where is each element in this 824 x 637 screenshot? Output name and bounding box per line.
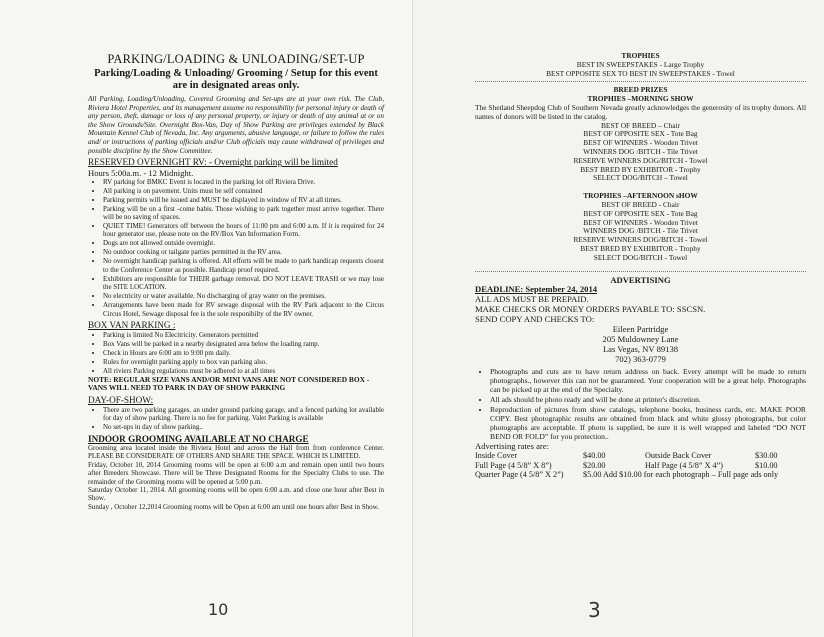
divider [475,271,806,272]
list-item: • Rules for overnight parking apply to box van parking also. [103,358,384,366]
list-item: • Check in Hours are 6:00 am to 9:00 pm daily. [103,349,384,357]
boxvan-list [88,331,384,375]
grooming-para: Sunday , October 12,2014 Grooming rooms will be Open at 6:00 am until one hours after Best in Show. [88,502,379,511]
boxvan-heading: BOX VAN PARKING : [88,320,176,331]
rv-hours: Hours 5:00a.m. - 12 Midnight. [88,167,194,178]
rate-row [475,451,806,461]
grooming-heading: INDOOR GROOMING AVAILABLE AT NO CHARGE [88,433,309,444]
breed-prizes-heading: BREED PRIZES [613,85,668,95]
list-item: • Parking will be on a first -come babis. Those wishing to park together must arrive together. There will be no saving of spaces. [103,205,384,222]
rate-price: $5.00 Add $10.00 for each photograph – Full page ads only [583,470,779,480]
list-item: • Reproduction of pictures from show catalogs, telephone books, business cards, etc. MAKE POOR COPY. Best photographic results are obtained from black and white glossy photographs, but color photographs are acceptable. If photo is supplied, be sure it is well wrapped and labeled “DO NOT BEND OR FOLD” for you protection.. [490,405,806,441]
parking-disclaimer: All Parking, Loading/Unloading, Covered Grooming and Set-ups are at your own risk. The Club, Riviera Hotel Properties, and its management assume no responsibility for personal injury or death of any person, theft, damage or loss of any personal property, or injury or death of any animal at or on the Show Grounds/Site. Overnight Box-Van, Day of Show Parking are privileges extended by Black Mountain Kennel Club of Nevada, Inc. Any arguments, abusive language, or failure to follow the rules and/ or instructions of parking officials and/or Club officials may cause withdrawal of privileges and possible discipline by the Show Committee. [88,95,384,155]
list-item: • There are two parking garages, an under ground parking garage, and a fenced parking lot available for day of show parking. There is no fee for parking. Valet Parking is available [103,406,384,423]
prize-line: BEST OF OPPOSITE SEX - Tote Bag [583,129,698,139]
divider [475,81,806,82]
list-item: • QUIET TIME! Generators off between the hours of 11:00 pm and 6:00 a.m. If it is required for 24 hour generator use, please note on the RV/Box Van Information Form. [103,222,384,239]
page-number-left: 10 [208,600,229,619]
list-item: • No outdoor cooking or tailgate parties permitted in the RV area. [103,248,384,256]
rate-label: Outside Back Cover [645,451,712,461]
rate-price: $40.00 [583,451,606,461]
rate-label: Quarter Page (4 5/8” X 2”) [475,470,564,480]
rate-label: Inside Cover [475,451,518,461]
list-item: • No electricity or water available. No discharging of gray water on the premises. [103,292,384,300]
address-line: Eileen Partridge [612,324,669,335]
prize-line: BEST OF BREED - Chair [601,199,680,209]
rate-price: $20.00 [583,460,606,470]
parking-title: PARKING/LOADING & UNLOADING/SET-UP [107,52,365,66]
prize-line: WINNERS DOG /BITCH - Tile Trivet [583,226,698,236]
advertising-heading: ADVERTISING [610,274,671,285]
rate-label: Full Page (4 5/8” X 8”) [475,460,552,470]
list-item: • Parking is limited No Elecitricity. Generators permitted [103,331,384,339]
prize-line: RESERVE WINNERS DOG/BITCH - Towel [573,155,708,165]
grooming-para: Saturday October 11, 2014. All grooming rooms will be open 6:00 a.m. and close one hour after Best in Show. [88,486,384,503]
list-item: • Photographs and cuts are to have return address on back. Every attempt will be made to return photographs., however this can not be guaranteed. Your cooperation will be a great help. Photographs can be picked up at the end of the Specialty. [490,367,806,394]
list-item: • All riviers Parking regulations must be adhered to at all times [103,367,384,375]
prize-line: BEST OF OPPOSITE SEX - Tote Bag [583,208,698,218]
list-item: • Dogs are not allowed outside overnight. [103,239,384,247]
list-item: • All ads should be photo ready and will be done at printer's discretion. [490,395,806,404]
list-item: • No set-ups in day of show parking.. [103,423,384,431]
rv-heading: RESERVED OVERNIGHT RV: - Overnight parking will be limited [88,157,338,168]
rate-price: $30.00 [755,451,778,461]
right-page [412,0,824,637]
day-of-show-list [88,406,384,432]
prize-line: BEST BRED BY EXHIBITOR - Trophy [580,243,701,253]
prize-line: BEST OF WINNERS - Wooden Trivet [583,217,698,227]
address-line: 205 Muldowney Lane [602,334,679,345]
list-item: • RV parking for BMKC Event is located in the parking lot off Riviera Drive. [103,178,384,186]
address-line: Las Vegas, NV 89138 [602,344,679,355]
adv-line: ALL ADS MUST BE PREPAID. [475,294,589,305]
list-item: • No overnight handicap parking is offered. All efforts will be made to park handicap requests closest to the Conference Center as possible. Handicap proof required. [103,257,384,274]
morning-intro: The Shetland Sheepdog Club of Southern Nevada greatly acknowledges the generosity of its trophy donors. All names of donors will be listed in the catalog. [475,102,806,121]
prize-line: WINNERS DOG /BITCH - Tile Trivet [583,146,698,156]
list-item: • Box Vans will be parked in a nearby designated area below the loading ramp. [103,340,384,348]
list-item: • Exhibitors are responsible for THEIR garbage removal. DO NOT LEAVE TRASH or we may lose the SITE LOCATION. [103,275,384,292]
rates-heading: Advertising rates are: [475,441,549,452]
prize-line: BEST BRED BY EXHIBITOR - Trophy [580,164,701,174]
rv-list [88,178,384,318]
adv-line: MAKE CHECKS OR MONEY ORDERS PAYABLE TO: SSCSN. [475,304,706,315]
trophies-heading: TROPHIES [621,51,660,60]
prize-line: RESERVE WINNERS DOG/BITCH - Towel [573,235,708,245]
rate-row [475,461,806,471]
adv-line: SEND COPY AND CHECKS TO: [475,314,595,325]
prize-line: SELECT DOG/BITCH - Towel [593,252,688,262]
prize-line: BEST OF WINNERS - Wooden Trivet [583,138,698,148]
rate-label: Half Page (4 5/8” X 4”) [645,460,723,470]
trophy-line: BEST IN SWEEPSTAKES - Large Trophy [576,59,705,69]
rate-price: $10.00 [755,460,778,470]
grooming-para: Friday, October 10, 2014 Grooming rooms will be open at 6:00 a.m and remain open until two hours after Breeders Showcase. There will be Three Designated Rooms for the Specialty Clubs to use. The remainder of the Grooming rooms will be opened at 5:00 p.m. [88,460,384,486]
list-item: • Arrangements have been made for RV sewage disposal with the RV Park adjacent to the Circus Circus Hotel, Sewage disposal fee is the sole responibilty of the RV owner. [103,301,384,318]
deadline: DEADLINE: September 24, 2014 [475,284,598,295]
address-line: 702) 363-0779 [615,354,666,365]
prize-line: BEST OF BREED – Chair [600,120,681,130]
afternoon-show-heading: TROPHIES –AFTERNOON sHOW [583,191,698,201]
list-item: • All parking is on pavement. Units must be self contained [103,187,384,195]
prize-line: SELECT DOG/BITCH – Towel [593,173,688,183]
day-of-show-heading: DAY-OF-SHOW: [88,395,154,406]
trophy-line: BEST OPPOSITE SEX TO BEST IN SWEEPSTAKES - Towel [546,68,735,78]
page-number-right: 3 [588,598,601,622]
adv-list [475,367,806,440]
list-item: • Parking permits will be issued and MUST be displayed in window of RV at all times. [103,196,384,204]
boxvan-note: NOTE: REGULAR SIZE VANS AND/OR MINI VANS ARE NOT CONSIDERED BOX -VANS WILL NEED TO PARK IN DAY OF SHOW PARKING [88,374,370,393]
parking-subtitle: Parking/Loading & Unloading/ Grooming / Setup for this event are in designated areas only. [94,68,378,91]
grooming-para: Grooming area located inside the Riviera Hotel and across the Hall from from conference Center. PLEASE BE CONSIDERATE OF OTHERS AND SHARE THE SPACE. WHICH IS LIMITED. [88,444,384,461]
morning-show-heading: TROPHIES –MORNING SHOW [587,94,694,104]
rate-row [475,470,806,480]
